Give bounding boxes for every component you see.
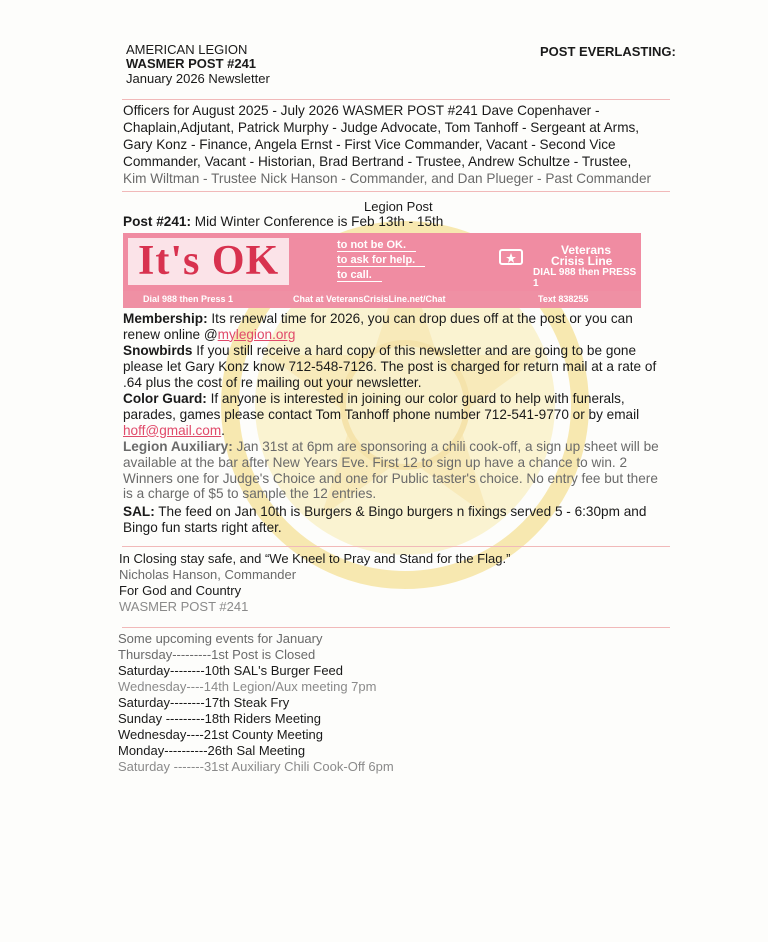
snowbirds-text: If you still receive a hard copy of this newsletter and are going to be gone please let Gary Konz know 712-548-7126. The post is charged for return mail at a rate of .64 plus the cost of re mailing out your newsletter. [123,343,657,390]
post241-label: Post #241: [123,214,192,229]
sal-label: SAL: [123,504,155,519]
event-item: Saturday--------10th SAL's Burger Feed [118,663,344,678]
divider [122,99,670,100]
event-item: Sunday ---------18th Riders Meeting [118,711,322,726]
closing-motto: For God and Country [119,583,242,598]
sal-text: The feed on Jan 10th is Burgers & Bingo burgers n fixings served 5 - 6:30pm and Bingo fun starts right after. [123,504,647,535]
events-heading: Some upcoming events for January [118,631,323,646]
color-guard-text: If anyone is interested in joining our color guard to help with funerals, parades, games please contact Tom Tanhoff phone number 712-541-9770 or by email [123,391,640,422]
auxiliary-label: Legion Auxiliary: [123,439,233,454]
banner-line: to ask for help. [337,254,425,267]
closing-post: WASMER POST #241 [119,599,249,614]
banner-headline: It's OK [128,238,289,285]
auxiliary-paragraph [123,439,663,502]
event-item: Wednesday----21st County Meeting [118,727,323,742]
contact-chat: Chat at VeteransCrisisLine.net/Chat [293,294,446,304]
banner-line: to call. [337,269,382,282]
flag-chat-icon [499,249,525,269]
org-name: AMERICAN LEGION [126,42,248,57]
banner-contact-strip [123,291,641,308]
event-item: Wednesday----14th Legion/Aux meeting 7pm [118,679,377,694]
event-item: Monday----------26th Sal Meeting [118,743,306,758]
commander-signature: Nicholas Hanson, Commander [119,567,297,582]
snowbirds-label: Snowbirds [123,343,193,358]
newsletter-date: January 2026 Newsletter [126,71,270,86]
color-guard-label: Color Guard: [123,391,207,406]
color-guard-paragraph [123,391,668,438]
brand-line: DIAL 988 then PRESS 1 [533,267,637,289]
mylegion-link[interactable]: mylegion.org [217,326,296,342]
veterans-crisis-line-logo [533,245,641,289]
officers-line: Kim Wiltman - Trustee Nick Hanson - Commander, and Dan Plueger - Past Commander [123,171,652,186]
brand-line: Crisis Line [551,254,613,268]
email-link[interactable]: hoff@gmail.com [123,422,222,438]
divider [122,546,670,547]
divider [122,191,670,192]
officers-line: Gary Konz - Finance, Angela Ernst - First Vice Commander, Vacant - Second Vice [123,137,616,152]
divider [122,627,670,628]
post-name: WASMER POST #241 [126,56,257,71]
membership-paragraph [123,311,655,343]
crisis-line-banner [123,233,641,308]
post241-text: Mid Winter Conference is Feb 13th - 15th [191,214,444,229]
contact-dial: Dial 988 then Press 1 [143,294,234,304]
sal-paragraph [123,504,668,536]
post241-notice [123,214,443,229]
auxiliary-text: Jan 31st at 6pm are sponsoring a chili cook-off, a sign up sheet will be available at the bar after New Years Eve. First 12 to sign up have a chance to win. 2 Winners one for Judge's Choice and one for Public taster's choice. No entry fee but there is a charge of $5 to sample the 12 entries. [123,439,659,502]
snowbirds-paragraph [123,343,657,390]
membership-text: Its renewal time for 2026, you can drop dues off at the post or you can renew online @ [123,311,633,342]
membership-label: Membership: [123,311,208,326]
event-item: Saturday -------31st Auxiliary Chili Cook-Off 6pm [118,759,394,774]
event-item: Saturday--------17th Steak Fry [118,695,290,710]
brand-line: Veterans [561,243,612,257]
post-everlasting: POST EVERLASTING: [540,44,676,59]
banner-line: to not be OK. [337,239,416,252]
officers-line: Officers for August 2025 - July 2026 WASMER POST #241 Dave Copenhaver - [123,103,600,118]
contact-text: Text 838255 [538,294,589,304]
closing-line: In Closing stay safe, and “We Kneel to Pray and Stand for the Flag.” [119,551,511,566]
event-item: Thursday---------1st Post is Closed [118,647,316,662]
officers-line: Chaplain,Adjutant, Patrick Murphy - Judge Advocate, Tom Tanhoff - Sergeant at Arms, [123,120,640,135]
color-guard-tail: . [221,422,225,438]
officers-line: Commander, Vacant - Historian, Brad Bertrand - Trustee, Andrew Schultze - Trustee, [123,154,632,169]
legion-post-heading: Legion Post [364,199,433,214]
